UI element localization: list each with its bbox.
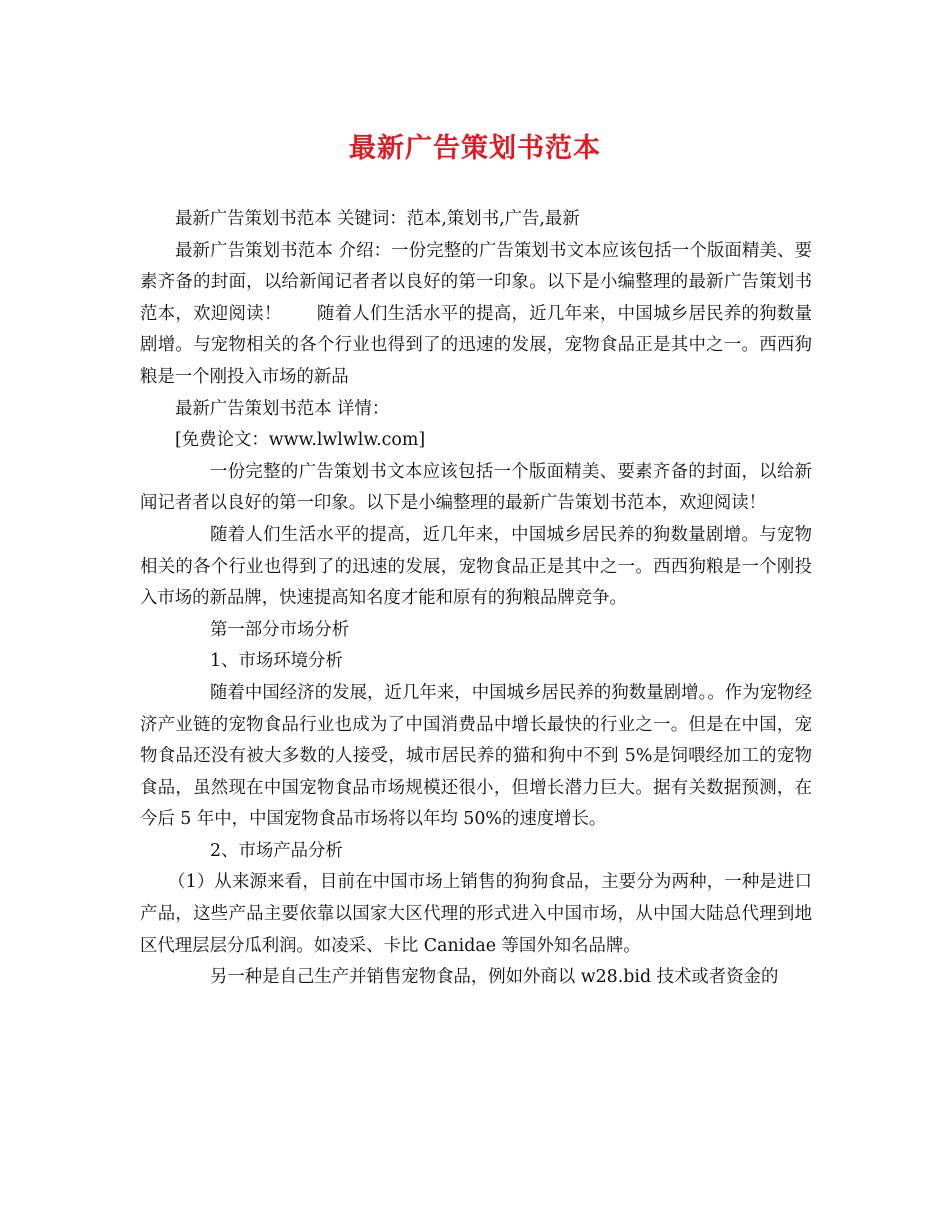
section-heading: 第一部分市场分析 bbox=[210, 619, 350, 640]
subsection-heading: 1、市场环境分析 bbox=[210, 651, 343, 672]
source-note: [免费论文：www.lwlwlw.com] bbox=[175, 430, 426, 451]
body-paragraph: （1）从来源来看，目前在中国市场上销售的狗狗食品，主要分为两种，一种是进口产品，这些产品主要依靠以国家大区代理的形式进入中国市场，从中国大陆总代理到地区代理层层分瓜利润。如凌采、卡比 Canidae 等国外知名品牌。 bbox=[140, 872, 812, 956]
body-paragraph: 另一种是自己生产并销售宠物食品，例如外商以 w28.bid 技术或者资金的 bbox=[210, 967, 779, 988]
document-title: 最新广告策划书范本 bbox=[349, 133, 601, 164]
keywords-paragraph: 最新广告策划书范本 关键词：范本,策划书,广告,最新 bbox=[175, 209, 580, 229]
intro-paragraph: 最新广告策划书范本 介绍：一份完整的广告策划书文本应该包括一个版面精美、要素齐备的封面，以给新闻记者者以良好的第一印象。以下是小编整理的最新广告策划书范本，欢迎阅读！ 随着人们生活水平的提高，近几年来，中国城乡居民养的狗数量剧增。与宠物相关的各个行业也得到了的迅速的发展，宠物食品正是其中之一。西西狗粮是一个刚投入市场的新品 bbox=[140, 240, 812, 387]
document-body bbox=[140, 204, 812, 994]
details-heading: 最新广告策划书范本 详情： bbox=[175, 398, 390, 419]
body-paragraph: 一份完整的广告策划书文本应该包括一个版面精美、要素齐备的封面，以给新闻记者者以良好的第一印象。以下是小编整理的最新广告策划书范本，欢迎阅读！ bbox=[140, 461, 812, 514]
subsection-heading: 2、市场产品分析 bbox=[210, 840, 343, 861]
body-paragraph: 随着人们生活水平的提高，近几年来，中国城乡居民养的狗数量剧增。与宠物相关的各个行业也得到了的迅速的发展，宠物食品正是其中之一。西西狗粮是一个刚投入市场的新品牌，快速提高知名度才能和原有的狗粮品牌竞争。 bbox=[140, 524, 812, 609]
body-paragraph: 随着中国经济的发展，近几年来，中国城乡居民养的狗数量剧增。。作为宠物经济产业链的宠物食品行业也成为了中国消费品中增长最快的行业之一。但是在中国，宠物食品还没有被大多数的人接受，城市居民养的猫和狗中不到 5%是饲喂经加工的宠物食品，虽然现在中国宠物食品市场规模还很小，但增长潜力巨大。据有关数据预测，在今后 5 年中，中国宠物食品市场将以年均 50%的速度增长。 bbox=[140, 682, 812, 830]
